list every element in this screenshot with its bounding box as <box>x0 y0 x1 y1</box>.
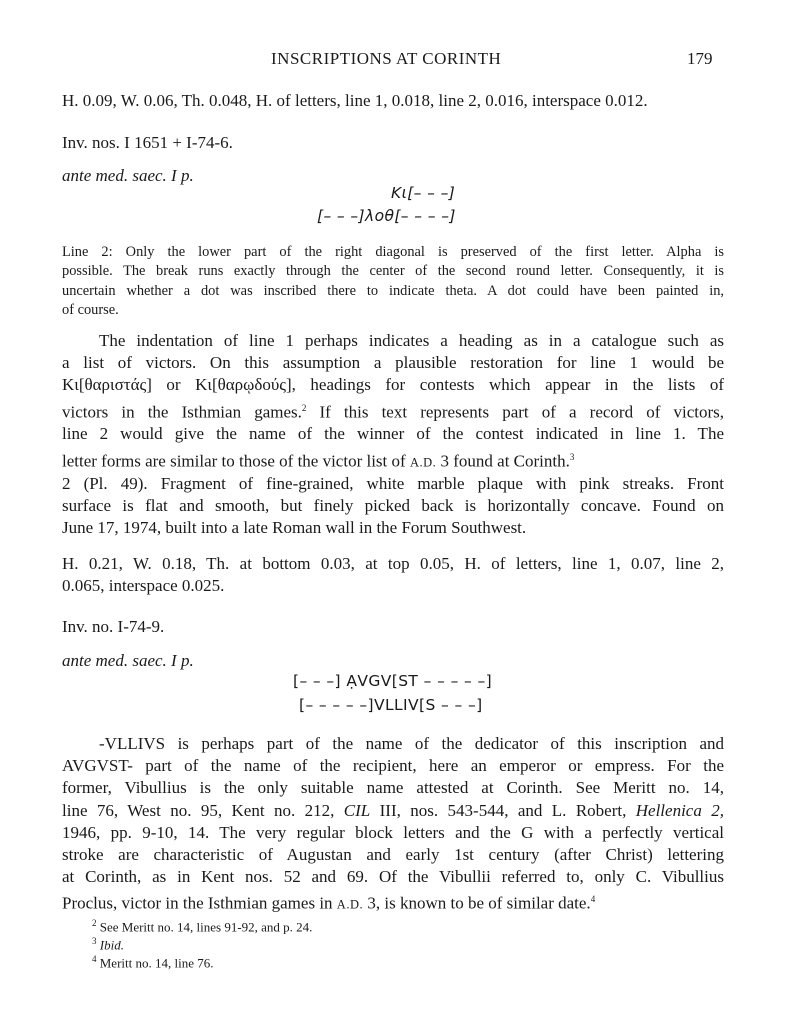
footnote-ref: 4 <box>590 894 596 905</box>
item2-commentary <box>62 733 724 916</box>
description-line: 2 (Pl. 49). Fragment of fine-grained, white marble plaque with pink streaks. Front <box>62 474 724 493</box>
item2-inventory: Inv. no. I-74-9. <box>62 617 165 636</box>
commentary-line: line 76, West no. 95, Kent no. 212, CIL III, nos. 543-544, and L. Robert, Hellenica 2, <box>62 800 724 820</box>
running-header: INSCRIPTIONS AT CORINTH <box>271 49 502 68</box>
commentary-line: a list of victors. On this assumption a plausible restoration for line 1 would be <box>62 353 724 373</box>
page-number: 179 <box>687 49 713 68</box>
item1-note-line: Line 2: Only the lower part of the right diagonal is preserved of the first letter. Alpha is <box>62 244 724 260</box>
item1-inscription-line1: Kι[– – –] <box>391 184 456 202</box>
commentary-line: Proclus, victor in the Isthmian games in A.D. 3, is known to be of similar date.$^4$ <box>62 894 596 914</box>
item2-dimensions <box>62 553 724 597</box>
commentary-line: victors in the Isthmian games.$^2$ If this text represents part of a record of victors, <box>62 402 724 422</box>
footnote-mark: 4 <box>92 954 97 964</box>
item1-note-line: uncertain whether a dot was inscribed there to indicate theta. A dot could have been painted in, <box>62 282 724 299</box>
commentary-line: Kι[θαριστάς] or Kι[θαρῳδούς], headings for contests which appear in the lists of <box>62 375 724 395</box>
dimensions-line: H. 0.21, W. 0.18, Th. at bottom 0.03, at top 0.05, H. of letters, line 1, 0.07, line 2, <box>62 554 724 573</box>
item2-description <box>62 473 724 540</box>
commentary-line: at Corinth, as in Kent nos. 52 and 69. Of the Vibullii referred to, only C. Vibullius <box>62 867 724 887</box>
commentary-line: The indentation of line 1 perhaps indicates a heading as in a catalogue such as <box>99 331 724 350</box>
footnote-ref: 2 <box>301 402 307 413</box>
item1-inventory: Inv. nos. I 1651 + I-74-6. <box>62 133 233 152</box>
footnote-mark: 3 <box>92 936 97 946</box>
footnote-ref: 3 <box>569 451 575 462</box>
commentary-line: stroke are characteristic of Augustan and early 1st century (after Christ) lettering <box>62 845 724 865</box>
item1-note <box>62 243 724 320</box>
item1-dimensions: H. 0.09, W. 0.06, Th. 0.048, H. of letters, line 1, 0.018, line 2, 0.016, interspace 0.012. <box>62 91 648 110</box>
commentary-line: former, Vibullius is the only suitable name attested at Corinth. See Meritt no. 14, <box>62 778 724 798</box>
dimensions-line: 0.065, interspace 0.025. <box>62 576 225 596</box>
footnote: $^3$ Ibid. <box>92 936 124 953</box>
commentary-line: 1946, pp. 9-10, 14. The very regular block letters and the G with a perfectly vertical <box>62 822 724 842</box>
item1-note-line: of course. <box>62 301 119 318</box>
footnote: $^2$ See Meritt no. 14, lines 91-92, and p. 24. <box>92 918 313 935</box>
description-line: June 17, 1974, built into a late Roman wall in the Forum Southwest. <box>62 518 527 538</box>
item2-inscription-line1: [– – –] ẠVGV[ST – – – – –] <box>293 672 493 690</box>
footnote-mark: 2 <box>92 918 97 928</box>
item1-note-line: possible. The break runs exactly through the center of the second round letter. Consequently, it is <box>62 263 724 280</box>
item1-commentary <box>62 330 724 474</box>
commentary-line: AVGVST- part of the name of the recipient, here an emperor or empress. For the <box>62 756 724 776</box>
item2-inscription-line2: [– – – – –]VLLIV[S – – –] <box>299 696 483 714</box>
commentary-line: -VLLIVS is perhaps part of the name of the dedicator of this inscription and <box>99 734 724 753</box>
item1-inscription-line2: [– – –]λοθ[– – – –] <box>317 207 456 225</box>
item2-date: ante med. saec. I p. <box>62 651 194 670</box>
description-line: surface is flat and smooth, but finely picked back is horizontally concave. Found on <box>62 496 724 516</box>
commentary-line: line 2 would give the name of the winner of the contest indicated in line 1. The <box>62 424 724 444</box>
commentary-line: letter forms are similar to those of the victor list of A.D. 3 found at Corinth.$^3$ <box>62 451 575 471</box>
item1-date: ante med. saec. I p. <box>62 166 194 185</box>
footnote: $^4$ Meritt no. 14, line 76. <box>92 954 214 971</box>
